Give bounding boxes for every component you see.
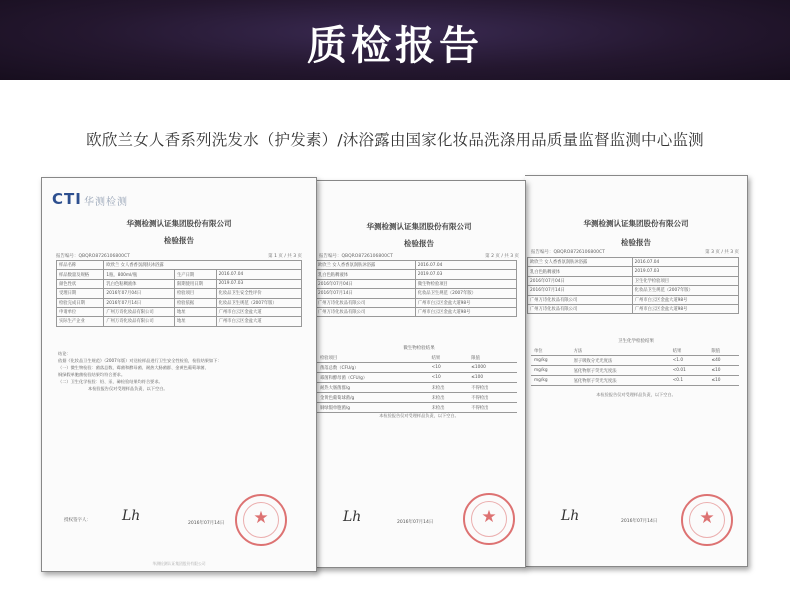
page-title: 质检报告 xyxy=(307,23,483,69)
table-cell: 限期使用日期 xyxy=(175,279,217,288)
table-cell: 2019.07.03 xyxy=(632,267,738,276)
stamp-star-icon: ★ xyxy=(253,508,269,528)
results-table xyxy=(531,346,739,386)
report-page-2 xyxy=(313,180,526,568)
table-row xyxy=(528,267,739,276)
table-cell: 2016年07月04日 xyxy=(316,279,416,288)
table-row xyxy=(57,307,302,316)
table-cell: 受理日期 xyxy=(57,289,104,298)
report-title: 检验报告 xyxy=(404,239,434,248)
table-cell: 2016年07月14日 xyxy=(528,286,633,295)
header-banner xyxy=(0,0,790,80)
table-row xyxy=(531,366,739,376)
report-title: 检验报告 xyxy=(164,236,194,245)
table-cell: mg/kg xyxy=(531,356,571,366)
table-cell: 化妆品卫生规范（2007年版） xyxy=(415,289,516,298)
table-cell: 检验依据 xyxy=(175,298,217,307)
table-row xyxy=(317,403,517,413)
table-cell: 广州万诗化妆品有限公司 xyxy=(528,304,633,313)
table-cell: 广州市白云区金盆大道 xyxy=(216,307,301,316)
table-cell: 氢化物原子荧光光度法 xyxy=(571,376,670,386)
signature: Lh xyxy=(122,508,141,524)
table-row xyxy=(531,376,739,386)
table-row xyxy=(316,289,517,298)
table-cell: 广州市白云区金盆大道98号 xyxy=(415,307,516,316)
table-row xyxy=(316,270,517,279)
table-cell: mg/kg xyxy=(531,366,571,376)
blank-note: 本检验报告仅对受理样品负责，以下空白。 xyxy=(379,413,459,418)
table-cell: 广州万诗化妆品有限公司 xyxy=(316,307,416,316)
table-cell: 卫生化学检验项目 xyxy=(632,276,738,285)
table-row xyxy=(57,317,302,326)
table-row xyxy=(317,383,517,393)
table-cell: ≤10 xyxy=(708,376,739,386)
official-stamp xyxy=(235,494,287,546)
conclusion-notes xyxy=(58,350,298,392)
table-cell: 化妆品卫生安全性评价 xyxy=(216,289,301,298)
table-cell: 地址 xyxy=(175,317,217,326)
table-cell: ≤40 xyxy=(708,356,739,366)
org-name: 华测检测认证集团股份有限公司 xyxy=(583,219,689,228)
table-row xyxy=(528,295,739,304)
table-cell: 颜色性状 xyxy=(57,279,104,288)
table-cell: 广州市白云区金盆大道98号 xyxy=(632,304,738,313)
note-line: 结论： xyxy=(58,351,71,356)
subtitle: 欧欣兰女人香系列洗发水（护发素）/沐浴露由国家化妆品洗涤用品质量监督监测中心监测 xyxy=(86,131,704,149)
table-row xyxy=(528,258,739,267)
table-cell: 欧欣兰 女人香香氛润肤沐浴露 xyxy=(528,258,633,267)
table-row xyxy=(528,304,739,313)
page-number: 第 2 页 / 共 3 页 xyxy=(485,254,519,259)
table-row xyxy=(528,286,739,295)
table-cell: 广州市白云区金盆大道 xyxy=(216,317,301,326)
table-row xyxy=(57,270,302,279)
table-row xyxy=(57,261,302,270)
table-cell: ≤10 xyxy=(708,366,739,376)
page-number: 第 1 页 / 共 3 页 xyxy=(268,254,302,259)
table-cell: 2016.07.04 xyxy=(632,258,738,267)
table-cell: 乳白色粘稠液体 xyxy=(104,279,175,288)
table-cell: 结果 xyxy=(670,346,709,356)
results-caption: 微生物检验结果 xyxy=(403,346,435,351)
report-title: 检验报告 xyxy=(621,238,651,247)
table-row xyxy=(317,373,517,383)
table-cell: 霉菌和酵母菌（CFU/g） xyxy=(317,373,429,383)
table-cell: 不得检出 xyxy=(468,403,517,413)
table-cell: 欧欣兰 女人香香氛润肤沐浴露 xyxy=(104,261,302,270)
table-cell: 申请单位 xyxy=(57,307,104,316)
note-line: （二）卫生化学检验：铅、汞、砷检验结果均符合要求。 xyxy=(58,379,163,384)
table-cell: 样品数量及规格 xyxy=(57,270,104,279)
table-cell: 不得检出 xyxy=(468,393,517,403)
table-cell: <0.01 xyxy=(670,366,709,376)
results-table xyxy=(317,353,517,413)
logo-chinese: 华测检测 xyxy=(84,197,128,208)
table-cell: 化妆品卫生规范（2007年版） xyxy=(216,298,301,307)
table-row xyxy=(317,353,517,363)
table-cell: 耐热大肠菌群/g xyxy=(317,383,429,393)
report-number: 报告编号：QBQRO8726106800CT xyxy=(531,250,605,255)
table-row xyxy=(316,279,517,288)
table-row xyxy=(316,298,517,307)
table-cell: 铜绿假单胞菌/g xyxy=(317,403,429,413)
table-row xyxy=(57,298,302,307)
official-stamp xyxy=(463,493,515,545)
official-stamp xyxy=(681,494,733,546)
report-number: 报告编号：QBQRO8726106800CT xyxy=(56,254,130,259)
table-cell: 2016年07月14日 xyxy=(316,289,416,298)
table-cell: 2016年07月04日 xyxy=(528,276,633,285)
table-cell: 结果 xyxy=(429,353,469,363)
table-cell: 2019.07.03 xyxy=(415,270,516,279)
table-cell: ≤100 xyxy=(468,373,517,383)
info-table xyxy=(527,257,739,314)
cti-logo: CTI xyxy=(52,190,82,208)
page-footer: 华测检测认证集团股份有限公司 xyxy=(152,561,206,566)
table-row xyxy=(531,356,739,366)
table-cell: 广州万诗化妆品有限公司 xyxy=(316,298,416,307)
org-name: 华测检测认证集团股份有限公司 xyxy=(366,222,472,231)
table-cell: 1瓶，800ml/瓶 xyxy=(104,270,175,279)
table-cell: 广州市白云区金盆大道98号 xyxy=(415,298,516,307)
table-cell: 乳白色粘稠液体 xyxy=(316,270,416,279)
table-cell: 生产日期 xyxy=(175,270,217,279)
table-cell: 检验项目 xyxy=(175,289,217,298)
report-number: 报告编号：QBQRO8726106800CT xyxy=(319,254,393,259)
table-row xyxy=(317,363,517,373)
table-row xyxy=(317,393,517,403)
table-cell: 2016.07.04 xyxy=(415,261,516,270)
table-cell: 方法 xyxy=(571,346,670,356)
signer-label: 授权签字人： xyxy=(64,518,91,523)
table-cell: 广州万诗化妆品有限公司 xyxy=(104,307,175,316)
table-cell: 欧欣兰 女人香香氛润肤沐浴露 xyxy=(316,261,416,270)
table-cell: 实际生产企业 xyxy=(57,317,104,326)
table-cell: <1.0 xyxy=(670,356,709,366)
stamp-star-icon: ★ xyxy=(481,507,497,527)
table-cell: ≤1000 xyxy=(468,363,517,373)
table-cell: 菌落总数（CFU/g） xyxy=(317,363,429,373)
sign-date: 2016年07月14日 xyxy=(188,521,225,526)
stamp-star-icon: ★ xyxy=(699,508,715,528)
table-cell: 乳白色粘稠液体 xyxy=(528,267,633,276)
table-cell: <0.1 xyxy=(670,376,709,386)
table-cell: <10 xyxy=(429,373,469,383)
note-line: 铜绿假单胞菌检验结果均符合要求。 xyxy=(58,372,126,377)
table-cell: 未检出 xyxy=(429,403,469,413)
table-cell: 广州市白云区金盆大道98号 xyxy=(632,295,738,304)
page-number: 第 3 页 / 共 3 页 xyxy=(705,250,739,255)
table-row xyxy=(316,261,517,270)
table-cell: 不得检出 xyxy=(468,383,517,393)
table-cell: 化妆品卫生规范（2007年版） xyxy=(632,286,738,295)
table-cell: 单位 xyxy=(531,346,571,356)
sign-date: 2016年07月14日 xyxy=(397,520,434,525)
note-line: 依据《化妆品卫生规范》（2007年版）对送检样品进行卫生安全性检验，检验结果如下： xyxy=(58,358,222,363)
table-row xyxy=(531,346,739,356)
table-cell: mg/kg xyxy=(531,376,571,386)
table-cell: 广州万诗化妆品有限公司 xyxy=(104,317,175,326)
info-table xyxy=(315,260,517,317)
report-page-3 xyxy=(525,175,748,567)
table-cell: 微生物检验项目 xyxy=(415,279,516,288)
table-cell: 未检出 xyxy=(429,393,469,403)
note-line: 本检验报告仅对受理样品负责，以下空白。 xyxy=(88,386,168,391)
table-cell: 限值 xyxy=(468,353,517,363)
note-line: （一）微生物检验：菌落总数、霉菌和酵母菌、耐热大肠菌群、金黄色葡萄球菌、 xyxy=(58,365,209,370)
table-cell: 2019.07.03 xyxy=(216,279,301,288)
table-cell: 地址 xyxy=(175,307,217,316)
results-caption: 卫生化学检验结果 xyxy=(618,339,654,344)
table-cell: 2016年07月04日 xyxy=(104,289,175,298)
table-cell: 限值 xyxy=(708,346,739,356)
signature: Lh xyxy=(561,508,580,524)
sign-date: 2016年07月14日 xyxy=(621,519,658,524)
table-row xyxy=(316,307,517,316)
blank-note: 本检验报告仅对受理样品负责，以下空白。 xyxy=(596,392,676,397)
table-cell: 检验项目 xyxy=(317,353,429,363)
table-cell: 广州万诗化妆品有限公司 xyxy=(528,295,633,304)
org-name: 华测检测认证集团股份有限公司 xyxy=(126,219,232,228)
table-cell: 原子吸收分光光度法 xyxy=(571,356,670,366)
table-cell: 2016年07月14日 xyxy=(104,298,175,307)
table-row xyxy=(528,276,739,285)
table-row xyxy=(57,289,302,298)
signature: Lh xyxy=(343,509,362,525)
table-cell: 样品名称 xyxy=(57,261,104,270)
table-cell: 检验完成日期 xyxy=(57,298,104,307)
table-cell: 金黄色葡萄球菌/g xyxy=(317,393,429,403)
info-table xyxy=(56,260,302,327)
table-row xyxy=(57,279,302,288)
table-cell: 2016.07.04 xyxy=(216,270,301,279)
table-cell: 未检出 xyxy=(429,383,469,393)
report-page-1 xyxy=(41,177,317,572)
table-cell: <10 xyxy=(429,363,469,373)
table-cell: 氢化物原子荧光光度法 xyxy=(571,366,670,376)
